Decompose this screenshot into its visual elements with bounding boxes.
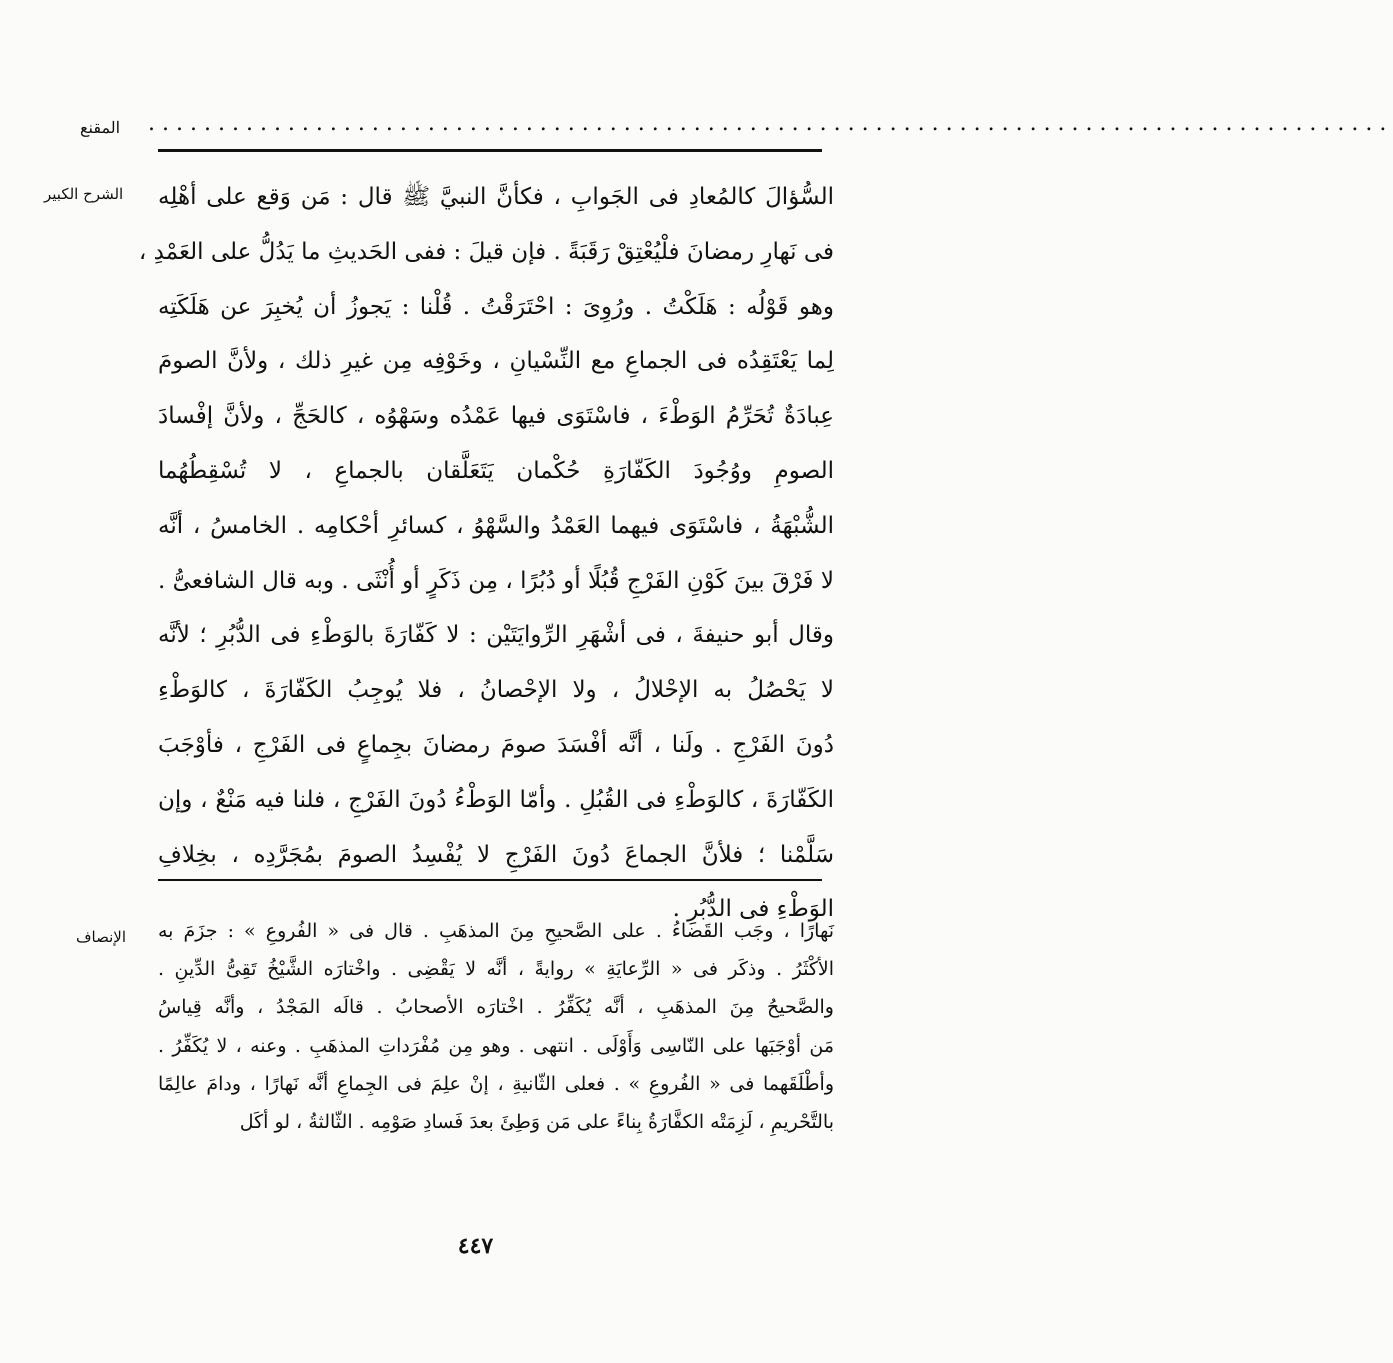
sharh-text-line: وقال أبو حنيفةَ ، فى أشْهَرِ الرِّوايَتَيْن : لا كَفّارَةَ بالوَطْءِ فى الدُّبُرِ ؛ لأنَّه xyxy=(158,622,834,649)
insaf-text-line: والصَّحيحُ مِنَ المذهَبِ ، أنَّه يُكَفِّرُ . اخْتارَه الأصحابُ . قالَه المَجْدُ ، وأنَّه قِياسُ xyxy=(158,996,834,1019)
page-number: ٤٤٧ xyxy=(457,1233,494,1259)
insaf-text-block xyxy=(158,912,834,1141)
sharh-text-line: لا يَحْصُلُ به الإحْلالُ ، ولا الإحْصانُ ، فلا يُوجِبُ الكَفّارَةَ ، كالوَطْءِ xyxy=(158,677,834,704)
sharh-text-line: فى نَهارِ رمضانَ فلْيُعْتِقْ رَقَبَةً . فإن قيلَ : ففى الحَديثِ ما يَدُلُّ على العَمْدِ ، xyxy=(138,238,834,265)
section-divider xyxy=(158,879,822,881)
sharh-text-line: لِما يَعْتَقِدُه فى الجماعِ مع النِّسْيانِ ، وخَوْفِه مِن غيرِ ذلك ، ولأنَّ الصومَ xyxy=(158,348,834,375)
insaf-text-line: مَن أوْجَبَها على النّاسِى وَأَوْلَى . انتهى . وهو مِن مُفْرَداتِ المذهَبِ . وعنه ، لا يُكَفِّرُ . xyxy=(158,1034,834,1057)
sharh-text-line: الوَطْءِ فى الدُّبُرِ . xyxy=(672,896,834,923)
sharh-text-line: الصومِ ووُجُودَ الكَفّارَةِ حُكْمان يَتَعَلَّقان بالجماعِ ، لا تُسْقِطُهُما xyxy=(158,457,834,484)
sharh-text-line: سَلَّمْنا ؛ فلأنَّ الجماعَ دُونَ الفَرْجِ لا يُفْسِدُ الصومَ بمُجَرَّدِه ، بخِلافِ xyxy=(158,841,834,868)
header-dot-leader: ......................................................................................... xyxy=(148,111,1393,136)
sharh-text-line: لا فَرْقَ بينَ كَوْنِ الفَرْجِ قُبُلًا أو دُبُرًا ، مِن ذَكَرٍ أو أُنْثَى . وبه قال الشافعىُّ . xyxy=(158,567,834,594)
sharh-text-line: الشُّبْهَةُ ، فاسْتَوَى فيهما العَمْدُ والسَّهْوُ ، كسائرِ أحْكامِه . الخامسُ ، أنَّه xyxy=(158,512,834,539)
insaf-text-line: بالتَّحْريمِ ، لَزِمَتْه الكفَّارَةُ بِناءً على مَن وَطِئَ بعدَ فَسادِ صَوْمِه . الثّالثةُ ، لو أكَل xyxy=(239,1110,834,1133)
sharh-text-line: عِبادَةٌ تُحَرِّمُ الوَطْءَ ، فاسْتَوَى فيها عَمْدُه وسَهْوُه ، كالحَجِّ ، ولأنَّ إفْسادَ xyxy=(158,403,834,430)
sharh-text-line: الكَفّارَةَ ، كالوَطْءِ فى القُبُلِ . وأمّا الوَطْءُ دُونَ الفَرْجِ ، فلنا فيه مَنْعٌ ، وإن xyxy=(158,786,834,813)
book-title: المقنع xyxy=(80,118,121,137)
side-label-insaf: الإنصاف xyxy=(76,928,127,946)
sharh-text-block xyxy=(138,170,834,937)
header-rule xyxy=(158,149,822,152)
sharh-text-line: دُونَ الفَرْجِ . ولَنا ، أنَّه أفْسَدَ صومَ رمضانَ بجِماعٍ فى الفَرْجِ ، فأوْجَبَ xyxy=(158,731,834,758)
insaf-text-line: وأطْلَقَهما فى « الفُروعِ » . فعلى الثّانيةِ ، إنْ علِمَ فى الجِماعِ أنَّه نَهارًا ، ودامَ عالِمًا xyxy=(158,1072,834,1095)
sharh-text-line: وهو قَوْلُه : هَلَكْتُ . ورُوِىَ : احْتَرَقْتُ . قُلْنا : يَجوزُ أن يُخبِرَ عن هَلَكَتِه xyxy=(158,293,834,320)
side-label-sharh: الشرح الكبير xyxy=(44,185,124,203)
sharh-text-line: السُّؤالَ كالمُعادِ فى الجَوابِ ، فكأنَّ النبيَّ ﷺ قال : مَن وَقع على أهْلِه xyxy=(158,184,834,210)
insaf-text-line: نَهارًا ، وجَب القَضاءُ . على الصَّحيحِ مِنَ المذهَبِ . قال فى « الفُروعِ » : جزَمَ به xyxy=(158,920,834,942)
insaf-text-line: الأكْثَرُ . وذكَر فى « الرِّعايَةِ » روايةً ، أنَّه لا يَقْضِى . واخْتارَه الشَّيْخُ تَقِىُّ الدِّينِ . xyxy=(158,958,834,981)
